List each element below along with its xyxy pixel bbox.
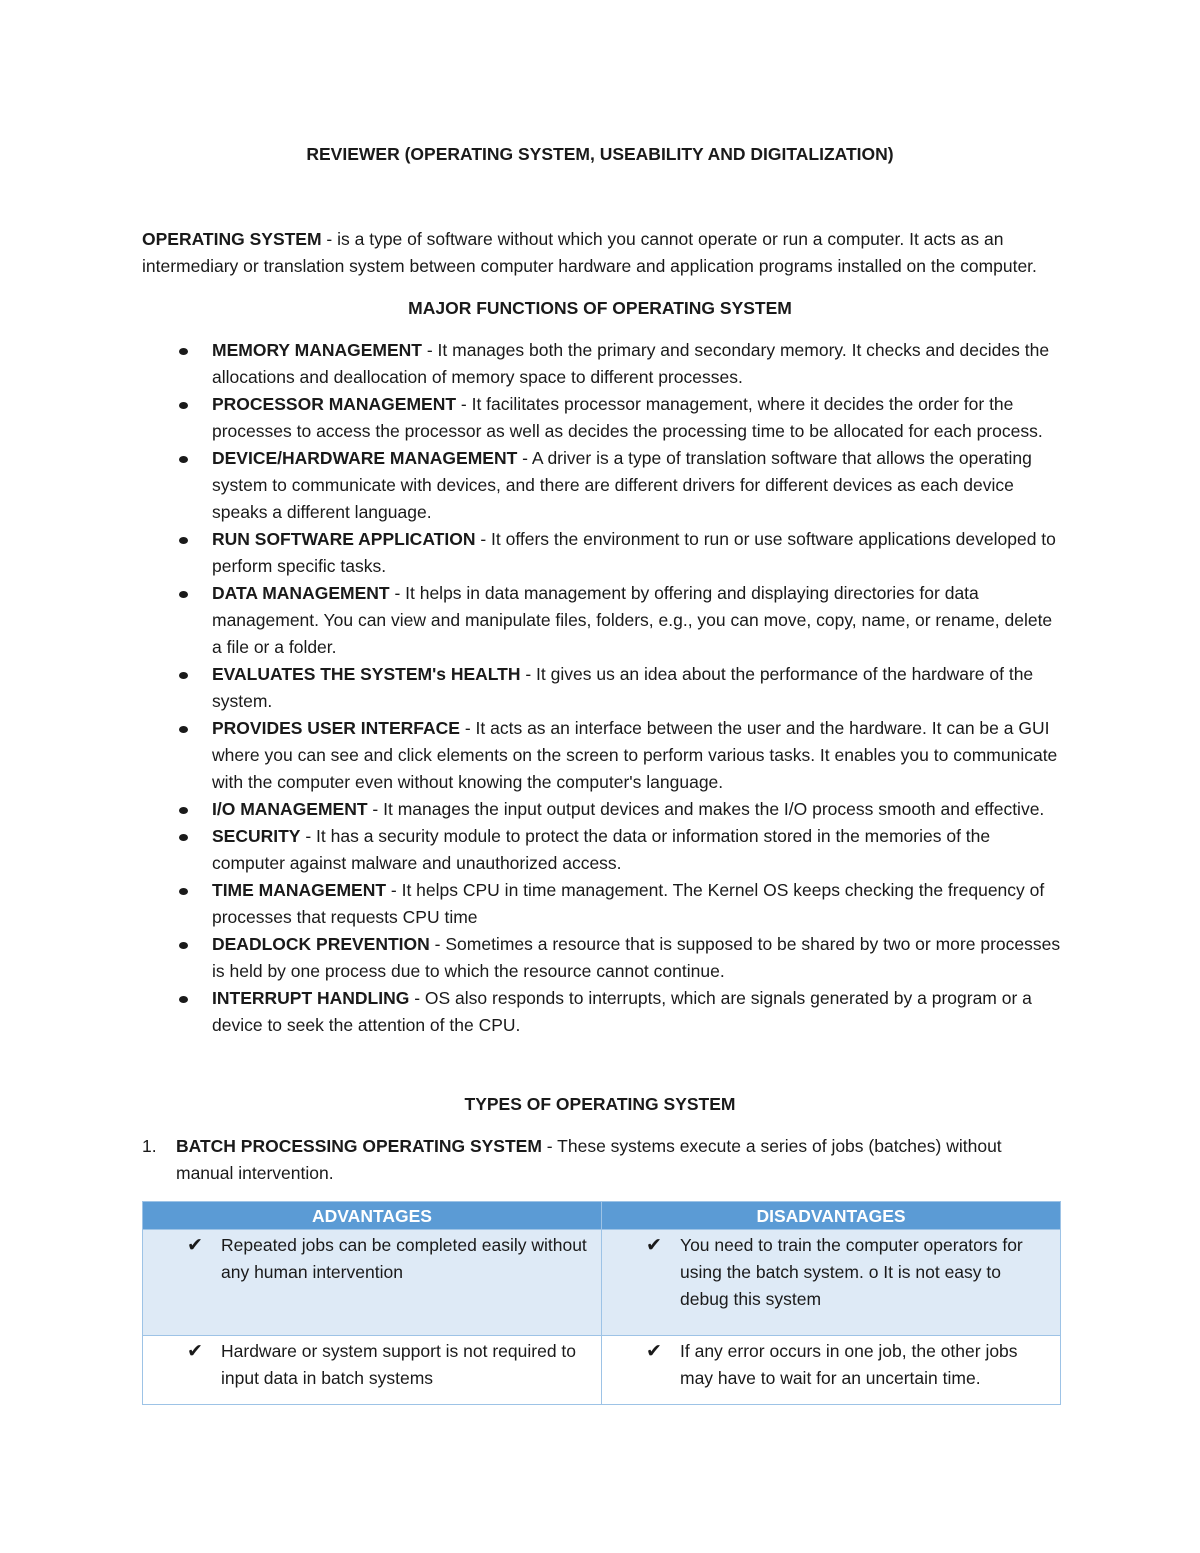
- cell-text: If any error occurs in one job, the other jobs may have to wait for an uncertain time.: [680, 1341, 1018, 1388]
- cell-text: You need to train the computer operators for using the batch system. o It is not easy to debug this system: [680, 1235, 1023, 1309]
- function-term: I/O MANAGEMENT: [212, 799, 368, 819]
- function-text: - It gives us an idea about the performance of the hardware of the system.: [212, 664, 1034, 711]
- cell-text: Repeated jobs can be completed easily without any human intervention: [221, 1235, 587, 1282]
- document-title: REVIEWER (OPERATING SYSTEM, USEABILITY AND DIGITALIZATION): [306, 144, 894, 164]
- function-term: TIME MANAGEMENT: [212, 880, 387, 900]
- type-term: BATCH PROCESSING OPERATING SYSTEM: [176, 1136, 542, 1156]
- function-term: DEADLOCK PREVENTION: [212, 934, 430, 954]
- major-functions-heading: MAJOR FUNCTIONS OF OPERATING SYSTEM: [408, 298, 792, 318]
- bullet-icon: [179, 348, 188, 355]
- bullet-icon: [179, 672, 188, 679]
- list-item: [142, 526, 1062, 580]
- list-item: [142, 580, 1062, 661]
- types-heading: TYPES OF OPERATING SYSTEM: [464, 1094, 736, 1114]
- table-cell: [143, 1336, 602, 1405]
- list-item: [142, 931, 1062, 985]
- bullet-icon: [179, 591, 188, 598]
- function-text: - It acts as an interface between the user and the hardware. It can be a GUI where you can see and click elements on the screen to perform various tasks. It enables you to communicate with the computer even without knowing the computer's language.: [212, 718, 1058, 792]
- list-item: [142, 715, 1062, 796]
- function-term: DATA MANAGEMENT: [212, 583, 390, 603]
- function-term: PROVIDES USER INTERFACE: [212, 718, 460, 738]
- advantages-header: ADVANTAGES: [143, 1202, 602, 1230]
- list-item: [142, 445, 1062, 526]
- list-number: 1.: [142, 1136, 157, 1156]
- intro-text: - is a type of software without which you cannot operate or run a computer. It acts as an intermediary or translation system between computer hardware and application programs installed on the computer.: [142, 229, 1037, 276]
- function-text: - OS also responds to interrupts, which are signals generated by a program or a device to seek the attention of the CPU.: [212, 988, 1032, 1035]
- bullet-icon: [179, 942, 188, 949]
- list-item: [142, 1133, 1062, 1187]
- bullet-icon: [179, 456, 188, 463]
- checkmark-icon: ✔: [187, 1340, 203, 1362]
- intro-term: OPERATING SYSTEM: [142, 229, 322, 249]
- function-term: PROCESSOR MANAGEMENT: [212, 394, 457, 414]
- table-cell: [602, 1230, 1061, 1336]
- cell-text: Hardware or system support is not required to input data in batch systems: [221, 1341, 577, 1388]
- list-item: [142, 391, 1062, 445]
- function-text: - It helps in data management by offering and displaying directories for data management. You can view and manipulate files, folders, e.g., you can move, copy, name, or rename, delete a file or a folder.: [212, 583, 1053, 657]
- list-item: [142, 796, 1062, 823]
- function-text: - A driver is a type of translation software that allows the operating system to communicate with devices, and there are different drivers for different devices as each device speaks a different language.: [212, 448, 1032, 522]
- types-list: [142, 1133, 1062, 1187]
- function-term: DEVICE/HARDWARE MANAGEMENT: [212, 448, 518, 468]
- type-text: - These systems execute a series of jobs (batches) without manual intervention.: [176, 1136, 1002, 1183]
- function-text: - It has a security module to protect the data or information stored in the memories of the computer against malware and unauthorized access.: [212, 826, 991, 873]
- bullet-icon: [179, 807, 188, 814]
- checkmark-icon: ✔: [187, 1234, 203, 1256]
- disadvantages-header: DISADVANTAGES: [602, 1202, 1061, 1230]
- bullet-icon: [179, 402, 188, 409]
- function-term: MEMORY MANAGEMENT: [212, 340, 422, 360]
- function-text: - It manages the input output devices and makes the I/O process smooth and effective.: [367, 799, 1045, 819]
- function-term: EVALUATES THE SYSTEM's HEALTH: [212, 664, 521, 684]
- list-item: [142, 337, 1062, 391]
- table-row: [143, 1230, 1061, 1336]
- function-term: SECURITY: [212, 826, 301, 846]
- function-term: INTERRUPT HANDLING: [212, 988, 410, 1008]
- function-term: RUN SOFTWARE APPLICATION: [212, 529, 476, 549]
- advantages-table: [142, 1201, 1061, 1405]
- list-item: [142, 823, 1062, 877]
- major-functions-list: [142, 337, 1062, 1039]
- bullet-icon: [179, 888, 188, 895]
- list-item: [142, 985, 1062, 1039]
- table-cell: [143, 1230, 602, 1336]
- table-row: [143, 1336, 1061, 1405]
- table-cell: [602, 1336, 1061, 1405]
- function-text: - It helps CPU in time management. The Kernel OS keeps checking the frequency of processes that requests CPU time: [212, 880, 1045, 927]
- table-header-row: [143, 1202, 1061, 1230]
- function-text: - It offers the environment to run or use software applications developed to perform specific tasks.: [212, 529, 1056, 576]
- list-item: [142, 661, 1062, 715]
- intro-paragraph: [142, 226, 1062, 280]
- bullet-icon: [179, 537, 188, 544]
- bullet-icon: [179, 996, 188, 1003]
- bullet-icon: [179, 726, 188, 733]
- function-text: - Sometimes a resource that is supposed to be shared by two or more processes is held by one process due to which the resource cannot continue.: [212, 934, 1061, 981]
- checkmark-icon: ✔: [646, 1234, 662, 1256]
- checkmark-icon: ✔: [646, 1340, 662, 1362]
- function-text: - It facilitates processor management, where it decides the order for the processes to access the processor as well as decides the processing time to be allocated for each process.: [212, 394, 1043, 441]
- bullet-icon: [179, 834, 188, 841]
- function-text: - It manages both the primary and secondary memory. It checks and decides the allocations and deallocation of memory space to different processes.: [212, 340, 1050, 387]
- list-item: [142, 877, 1062, 931]
